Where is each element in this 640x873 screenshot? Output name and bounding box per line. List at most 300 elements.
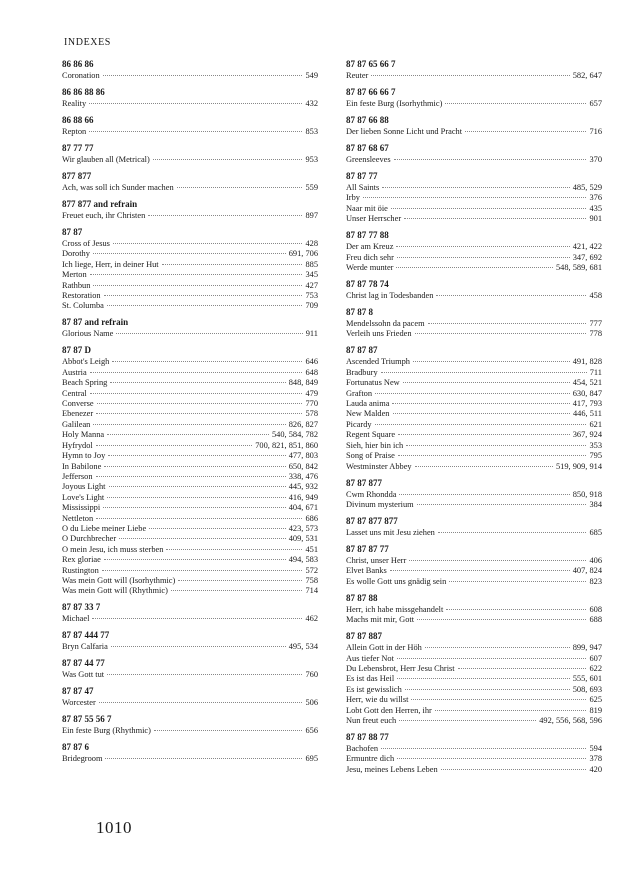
meter-section [62,317,318,339]
meter-section [346,593,602,626]
dot-leader [406,445,586,446]
dot-leader [399,494,569,495]
tune-entry [62,127,318,137]
tune-name: Greensleeves [346,155,391,164]
tune-entry [62,754,318,764]
dot-leader [438,532,587,533]
tune-entry [62,211,318,221]
hymn-numbers: 630, 847 [572,388,602,398]
tune-entry [346,127,602,137]
tune-name: Werde munter [346,263,394,273]
tune-name: Nun freut euch [346,715,397,725]
tune-name: Jesu, meines Lebens Leben [346,764,438,774]
meter-section [346,345,602,471]
tune-entry [346,329,602,339]
dot-leader [394,159,587,160]
tune-name: Grafton [346,388,373,398]
hymn-numbers: 650, 842 [288,461,318,471]
hymn-numbers: 454, 521 [572,378,602,388]
tune-entry [346,441,602,451]
meter-heading: 87 87 887 [346,631,382,642]
tune-entry [62,183,318,193]
tune-entry [62,482,318,492]
dot-leader [96,476,286,477]
dot-leader [112,361,302,362]
tune-name: Reality [62,99,87,108]
dot-leader [154,730,303,731]
tune-entry [62,260,318,270]
tune-entry [346,420,602,430]
tune-name: Central [62,388,87,398]
dot-leader [398,434,570,435]
dot-leader [425,647,570,648]
meter-section [62,714,318,736]
hymn-numbers: 376 [589,193,602,203]
tune-name: Converse [62,399,94,409]
hymn-numbers: 714 [305,586,318,596]
meter-section [346,59,602,81]
hymn-numbers: 608 [589,604,602,614]
dot-leader [113,243,303,244]
tune-entry [346,556,602,566]
tune-name: Regent Square [346,430,396,440]
dot-leader [446,609,586,610]
tune-entry [346,71,602,81]
dot-leader [105,758,302,759]
tune-name: Divinum mysterium [346,499,414,509]
meter-heading: 87 77 77 [62,143,94,153]
tune-entry [346,99,602,109]
hymn-numbers: 353 [589,440,602,450]
meter-heading: 87 87 877 [346,477,382,488]
hymn-numbers: 462 [305,614,318,624]
dot-leader [116,333,302,334]
tune-name: Christ, unser Herr [346,555,407,565]
hymn-numbers: 607 [589,653,602,663]
dot-leader [382,187,569,188]
tune-entry [346,263,602,273]
hymn-numbers: 345 [305,270,318,280]
tune-name: In Babilone [62,461,102,471]
hymn-numbers: 760 [305,670,318,680]
tune-entry [62,399,318,409]
dot-leader [93,253,286,254]
hymn-numbers: 850, 918 [572,489,602,499]
tune-name: Joyous Light [62,482,106,492]
hymn-numbers: 404, 671 [288,503,318,513]
left-column [62,59,318,770]
dot-leader [391,208,587,209]
dot-leader [97,403,303,404]
tune-name: Christ lag in Todesbanden [346,291,434,301]
tune-name: Ach, was soll ich Sunder machen [62,183,174,192]
meter-section [346,478,602,511]
dot-leader [404,218,586,219]
tune-entry [62,503,318,513]
hymn-numbers: 477, 803 [288,451,318,461]
dot-leader [104,295,303,296]
dot-leader [103,75,303,76]
dot-leader [415,333,587,334]
hymn-numbers: 347, 692 [572,252,602,262]
meter-section [346,143,602,165]
dot-leader [393,413,570,414]
tune-name: Rathbun [62,280,91,290]
hymn-numbers: 338, 476 [288,471,318,481]
tune-name: Es wolle Gott uns gnädig sein [346,576,447,586]
hymn-numbers: 409, 531 [288,534,318,544]
tune-name: Es ist das Heil [346,674,395,684]
hymn-numbers: 753 [305,291,318,301]
tune-name: O mein Jesu, ich muss sterben [62,544,164,554]
tune-entry [346,430,602,440]
tune-entry [62,301,318,311]
tune-name: Machs mit mir, Gott [346,615,415,625]
dot-leader [465,131,586,132]
tune-entry [346,528,602,538]
tune-entry [346,204,602,214]
tune-name: Nettleton [62,513,94,523]
tune-entry [346,253,602,263]
meter-heading: 87 87 444 77 [62,630,110,641]
hymn-numbers: 451 [305,544,318,554]
tune-name: Freu dich sehr [346,252,394,262]
tune-entry [62,586,318,596]
meter-section [346,115,602,137]
hymn-numbers: 656 [305,726,318,736]
tune-entry [62,239,318,249]
dot-leader [107,674,302,675]
hymn-numbers: 406 [589,555,602,565]
hymn-numbers: 848, 849 [288,378,318,388]
hymn-numbers: 657 [589,99,602,108]
meter-section [346,171,602,225]
dot-leader [417,619,586,620]
dot-leader [397,758,586,759]
hymn-numbers: 458 [589,291,602,301]
tune-entry [62,357,318,367]
dot-leader [166,549,302,550]
hymn-numbers: 416, 949 [288,492,318,502]
tune-name: Du Lebensbrot, Herr Jesu Christ [346,663,455,673]
hymn-numbers: 549 [305,71,318,80]
hymn-numbers: 897 [305,211,318,220]
hymn-numbers: 901 [589,214,602,224]
meter-heading: 87 87 [62,227,83,237]
dot-leader [108,455,285,456]
tune-name: Abbot's Leigh [62,357,110,367]
dot-leader [107,305,303,306]
meter-section [62,658,318,680]
tune-entry [346,765,602,775]
tune-entry [346,409,602,419]
hymn-numbers: 711 [589,367,602,377]
dot-leader [396,267,552,268]
tune-name: Rustington [62,565,99,575]
dot-leader [162,264,303,265]
tune-entry [62,698,318,708]
hymn-numbers: 428 [305,239,318,248]
tune-entry [346,451,602,461]
meter-section [62,686,318,708]
hymn-numbers: 370 [589,155,602,164]
dot-leader [411,699,586,700]
tune-name: New Malden [346,409,390,419]
tune-name: Dorothy [62,249,90,259]
tune-name: Wir glauben all (Metrical) [62,155,150,164]
tune-entry [62,155,318,165]
dot-leader [178,580,302,581]
hymn-numbers: 578 [305,409,318,419]
hymn-numbers: 506 [305,698,318,708]
hymn-numbers: 420 [589,764,602,774]
meter-heading: 87 87 87 77 [346,543,389,554]
tune-name: Herr, wie du willst [346,695,409,705]
tune-name: Jefferson [62,471,93,481]
hymn-numbers: 795 [589,451,602,461]
tune-name: Der lieben Sonne Licht und Pracht [346,127,463,136]
dot-leader [93,424,285,425]
hymn-numbers: 758 [305,575,318,585]
dot-leader [428,323,587,324]
dot-leader [92,618,302,619]
hymn-numbers: 953 [305,155,318,164]
tune-entry [62,514,318,524]
hymn-numbers: 885 [305,259,318,269]
tune-name: O du Liebe meiner Liebe [62,523,147,533]
hymn-numbers: 709 [305,301,318,311]
tune-name: O Durchbrecher [62,534,117,544]
hymn-numbers: 435 [589,203,602,213]
dot-leader [381,372,587,373]
tune-entry [346,357,602,367]
tune-name: Bridegroom [62,754,103,764]
tune-name: Mendelssohn da pacem [346,319,425,329]
dot-leader [435,710,587,711]
tune-name: Ein feste Burg (Rhythmic) [62,726,151,736]
dot-leader [153,159,303,160]
tune-name: Hymn to Joy [62,451,106,461]
tune-entry [62,270,318,280]
tune-name: Elvet Banks [346,566,387,576]
dot-leader [399,720,536,721]
page-number: 1010 [96,818,132,837]
meter-section [62,742,318,764]
meter-heading: 87 87 66 88 [346,115,389,125]
tune-name: Unser Herrscher [346,214,402,224]
hymn-numbers: 911 [305,329,318,339]
tune-entry [62,555,318,565]
tune-entry [346,399,602,409]
tune-name: Es ist gewisslich [346,684,402,694]
tune-entry [346,654,602,664]
hymn-numbers: 445, 932 [288,482,318,492]
meter-heading: 87 87 55 56 7 [62,714,112,725]
meter-heading: 87 87 65 66 7 [346,59,396,69]
tune-entry [62,451,318,461]
tune-entry [346,193,602,203]
tune-entry [346,462,602,472]
hymn-numbers: 495, 534 [288,642,318,652]
dot-leader [90,274,303,275]
meter-heading: 87 87 77 [346,171,378,181]
tune-entry [346,754,602,764]
hymn-numbers: 555, 601 [572,674,602,684]
tune-name: Aus tiefer Not [346,653,394,663]
tune-name: Ich liege, Herr, in deiner Hut [62,259,159,269]
tune-entry [346,674,602,684]
tune-name: Bradbury [346,367,378,377]
hymn-numbers: 700, 821, 851, 860 [255,440,318,450]
dot-leader [107,497,285,498]
meter-section [62,630,318,652]
dot-leader [90,372,303,373]
tune-entry [62,670,318,680]
dot-leader [110,382,285,383]
tune-name: Was mein Gott will (Isorhythmic) [62,575,176,585]
tune-entry [62,378,318,388]
tune-name: Freuet euch, ihr Christen [62,211,146,220]
dot-leader [375,393,570,394]
meter-heading: 87 87 87 [346,345,378,356]
tune-name: Beach Spring [62,378,108,388]
tune-entry [62,420,318,430]
dot-leader [381,748,586,749]
dot-leader [96,518,302,519]
hymn-numbers: 691, 706 [288,249,318,259]
dot-leader [111,646,286,647]
meter-heading: 87 87 44 77 [62,658,105,669]
tune-name: Love's Light [62,492,105,502]
right-column [346,59,602,781]
meter-heading: 87 87 D [62,345,91,356]
hymn-numbers: 384 [589,499,602,509]
dot-leader [102,570,303,571]
meter-heading: 86 88 66 [62,115,94,125]
meter-heading: 877 877 [62,171,92,181]
meter-section [62,59,318,81]
hymn-numbers: 819 [589,705,602,715]
hymn-numbers: 770 [305,399,318,409]
meter-heading: 87 87 6 [62,742,89,753]
hymn-numbers: 778 [589,329,602,339]
tune-name: Restoration [62,291,101,301]
tune-name: Bachofen [346,743,379,753]
tune-entry [346,319,602,329]
dot-leader [177,187,303,188]
hymn-numbers: 899, 947 [572,643,602,653]
hymn-numbers: 622 [589,663,602,673]
hymn-numbers: 823 [589,576,602,586]
dot-leader [99,702,303,703]
meter-section [346,307,602,340]
tune-entry [346,214,602,224]
tune-entry [346,242,602,252]
tune-name: Holy Manna [62,430,105,440]
tune-name: Ein feste Burg (Isorhythmic) [346,99,443,108]
tune-entry [346,566,602,576]
tune-entry [62,430,318,440]
tune-entry [62,642,318,652]
meter-section [346,631,602,726]
tune-name: Lasset uns mit Jesu ziehen [346,527,435,537]
dot-leader [109,486,286,487]
dot-leader [104,466,285,467]
meter-section [62,199,318,221]
hymn-numbers: 625 [589,695,602,705]
tune-name: Michael [62,614,90,624]
tune-name: Glorious Name [62,329,114,339]
hymn-numbers: 716 [589,127,602,136]
tune-entry [62,281,318,291]
dot-leader [445,103,586,104]
tune-name: Westminster Abbey [346,461,412,471]
dot-leader [417,504,587,505]
hymn-numbers: 648 [305,367,318,377]
dot-leader [89,131,302,132]
tune-entry [346,490,602,500]
hymn-numbers: 686 [305,513,318,523]
meter-heading: 87 87 88 [346,592,378,603]
dot-leader [390,570,570,571]
hymn-numbers: 826, 827 [288,419,318,429]
tune-entry [62,576,318,586]
tune-entry [346,643,602,653]
meter-section [62,345,318,596]
tune-name: Cwm Rhondda [346,489,397,499]
tune-name: All Saints [346,183,380,192]
dot-leader [96,445,252,446]
tune-entry [62,726,318,736]
tune-entry [346,500,602,510]
hymn-numbers: 417, 793 [572,399,602,409]
dot-leader [148,215,302,216]
tune-name: Herr, ich habe missgehandelt [346,604,444,614]
tune-entry [346,685,602,695]
tune-entry [62,545,318,555]
hymn-numbers: 492, 556, 568, 596 [539,715,602,725]
dot-leader [93,285,302,286]
tune-entry [346,389,602,399]
tune-entry [62,389,318,399]
tune-entry [62,409,318,419]
tune-name: Allein Gott in der Höh [346,643,422,653]
meter-heading: 86 86 88 86 [62,87,105,97]
hymn-numbers: 421, 422 [572,242,602,252]
meter-heading: 87 87 68 67 [346,143,389,153]
tune-name: Merton [62,270,87,280]
dot-leader [90,393,303,394]
dot-leader [107,434,269,435]
meter-section [346,279,602,301]
tune-entry [346,155,602,165]
tune-name: Was mein Gott will (Rhythmic) [62,586,168,596]
tune-name: Naar mit öie [346,203,388,213]
tune-entry [346,368,602,378]
tune-entry [346,183,602,193]
tune-name: Was Gott tut [62,670,105,680]
dot-leader [397,257,570,258]
dot-leader [363,197,586,198]
tune-entry [62,462,318,472]
dot-leader [375,424,587,425]
tune-entry [62,493,318,503]
hymn-numbers: 777 [589,319,602,329]
tune-entry [62,614,318,624]
hymn-numbers: 491, 828 [572,357,602,367]
tune-entry [62,524,318,534]
meter-section [346,544,602,587]
